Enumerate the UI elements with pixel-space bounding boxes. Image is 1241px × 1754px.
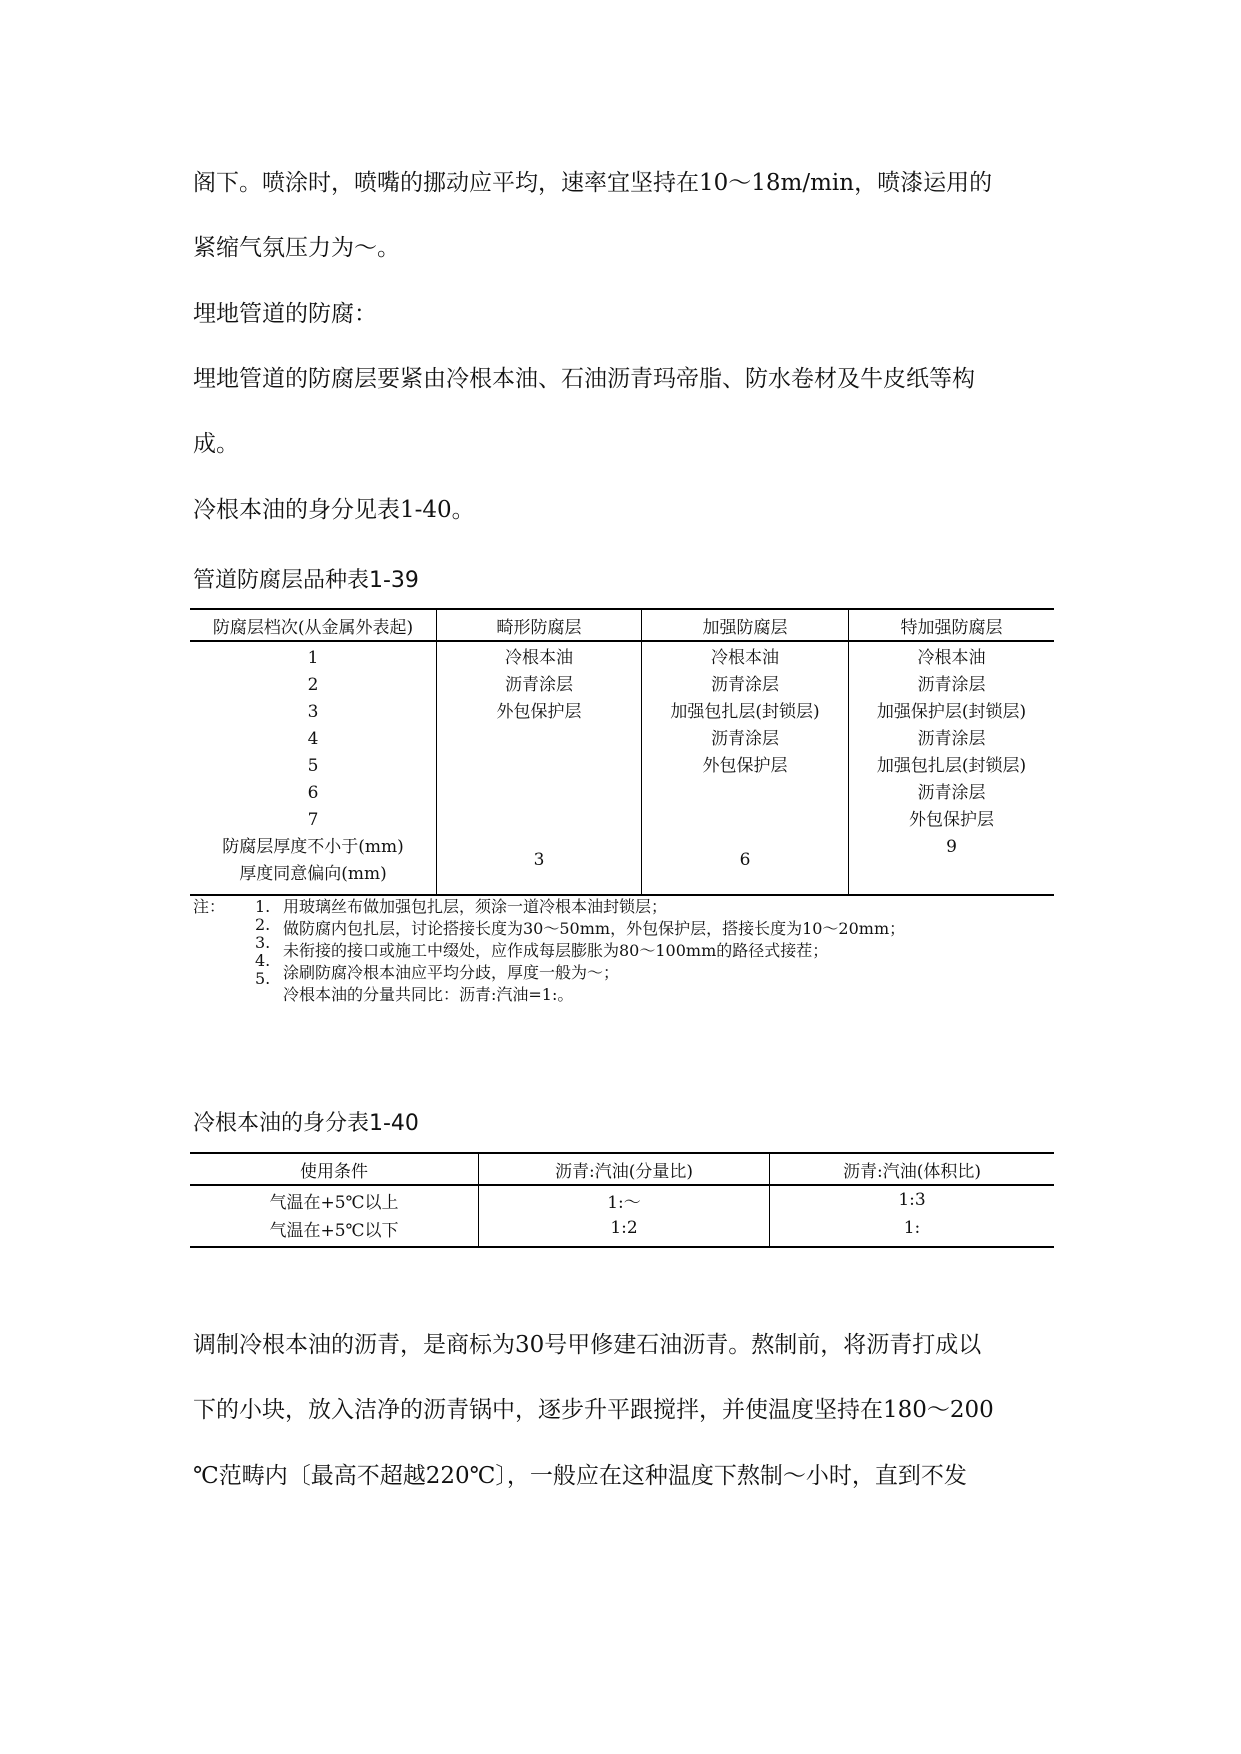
note-item: 涂刷防腐冷根本油应平均分歧，厚度一般为～； <box>283 963 620 982</box>
table1-cell: 冷根本油 <box>505 648 573 668</box>
table1-cell: 5 <box>307 756 319 776</box>
table1-header-cell: 防腐层档次(从金属外表起) <box>190 609 437 641</box>
table1-header-cell: 特加强防腐层 <box>849 609 1055 641</box>
note-number: 3. <box>255 933 271 952</box>
note-number: 2. <box>255 915 271 934</box>
table1-cell: 6 <box>307 783 319 803</box>
table1-cell: 沥青涂层 <box>505 675 573 695</box>
table1-cell: 沥青涂层 <box>711 729 779 749</box>
table1-cell: 加强保护层(封锁层) <box>876 702 1027 722</box>
table1-cell: 1 <box>307 648 319 668</box>
table2-cell: 1: <box>770 1214 1055 1247</box>
table1-cell: 沥青涂层 <box>711 675 779 695</box>
table1-cell: 防腐层厚度不小于(mm) <box>222 837 404 857</box>
table1-cell: 外包保护层 <box>496 702 582 722</box>
table2-row <box>190 1185 1054 1214</box>
table1-cell: 6 <box>739 850 751 870</box>
table1-body-row <box>190 641 1054 895</box>
table1-extra-reinforced-column <box>849 641 1055 895</box>
table2-header-cell: 使用条件 <box>190 1153 479 1185</box>
table1-caption: 管道防腐层品种表1-39 <box>193 568 419 593</box>
table1-normal-column <box>437 641 642 895</box>
note-item: 冷根本油的分量共同比：沥青:汽油=1:。 <box>283 985 574 1004</box>
table1-cell: 加强包扎层(封锁层) <box>876 756 1027 776</box>
table1-cell: 冷根本油 <box>917 648 986 668</box>
table2-cell: 1:3 <box>770 1185 1055 1214</box>
paragraph-line: ℃范畴内〔最高不超越220℃〕，一般应在这种温度下熬制～小时，直到不发 <box>193 1463 967 1489</box>
table2-cell: 气温在+5℃以下 <box>269 1220 399 1241</box>
table1-cell: 外包保护层 <box>909 810 994 830</box>
table1-cell: 9 <box>946 837 957 857</box>
note-number: 5. <box>255 969 271 988</box>
notes-items <box>283 898 905 1008</box>
table1-header-row <box>190 609 1054 641</box>
table1-header-cell: 畸形防腐层 <box>437 609 642 641</box>
paragraph-line: 紧缩气氛压力为～。 <box>193 235 400 261</box>
paragraph-line: 下的小块，放入洁净的沥青锅中，逐步升平跟搅拌，并使温度坚持在180～200 <box>193 1397 994 1423</box>
paragraph-line: 埋地管道的防腐层要紧由冷根本油、石油沥青玛帝脂、防水卷材及牛皮纸等构 <box>193 366 975 392</box>
note-item: 用玻璃丝布做加强包扎层，须涂一道冷根本油封锁层； <box>283 897 668 916</box>
note-number: 4. <box>255 951 271 970</box>
table2 <box>190 1152 1054 1248</box>
table1-cell: 3 <box>307 702 319 722</box>
table1 <box>190 608 1054 896</box>
table1-reinforced-column <box>642 641 849 895</box>
table1-header-cell: 加强防腐层 <box>642 609 849 641</box>
table1-cell: 沥青涂层 <box>917 729 986 749</box>
table2-cell: 1:～ <box>479 1185 770 1214</box>
table2-caption: 冷根本油的身分表1-40 <box>193 1111 419 1136</box>
table2-row <box>190 1214 1054 1247</box>
paragraph-line: 埋地管道的防腐： <box>193 301 377 327</box>
note-item: 做防腐内包扎层，讨论搭接长度为30～50mm，外包保护层，搭接长度为10～20mm； <box>283 919 906 938</box>
table1-layer-column <box>190 641 437 895</box>
table2-cell: 气温在+5℃以上 <box>269 1192 399 1213</box>
paragraph-line: 冷根本油的身分见表1-40。 <box>193 497 475 523</box>
table2-header-cell: 沥青:汽油(体积比) <box>770 1153 1055 1185</box>
table2-cell: 1:2 <box>479 1214 770 1247</box>
table2-header-cell: 沥青:汽油(分量比) <box>479 1153 770 1185</box>
table1-cell: 2 <box>307 675 319 695</box>
table1-cell: 厚度同意偏向(mm) <box>239 864 387 884</box>
table1-cell: 外包保护层 <box>702 756 788 776</box>
notes-numbers <box>255 898 270 988</box>
table1-cell: 冷根本油 <box>711 648 779 668</box>
table1-cell: 沥青涂层 <box>917 783 986 803</box>
paragraph-line: 成。 <box>193 431 239 457</box>
paragraph-line: 调制冷根本油的沥青，是商标为30号甲修建石油沥青。熬制前，将沥青打成以 <box>193 1332 982 1358</box>
paragraph-line: 阁下。喷涂时，喷嘴的挪动应平均，速率宜坚持在10～18m/min，喷漆运用的 <box>193 170 993 196</box>
table1-cell: 3 <box>533 850 545 870</box>
table1-cell: 4 <box>307 729 319 749</box>
notes-label: 注： <box>193 897 226 916</box>
note-number: 1. <box>255 897 271 916</box>
note-item: 未衔接的接口或施工中缀处，应作成每层膨胀为80～100mm的路径式接茬； <box>283 941 829 960</box>
table1-cell: 7 <box>307 810 319 830</box>
table1-cell: 加强包扎层(封锁层) <box>670 702 820 722</box>
table1-cell: 沥青涂层 <box>917 675 986 695</box>
table2-header-row <box>190 1153 1054 1185</box>
